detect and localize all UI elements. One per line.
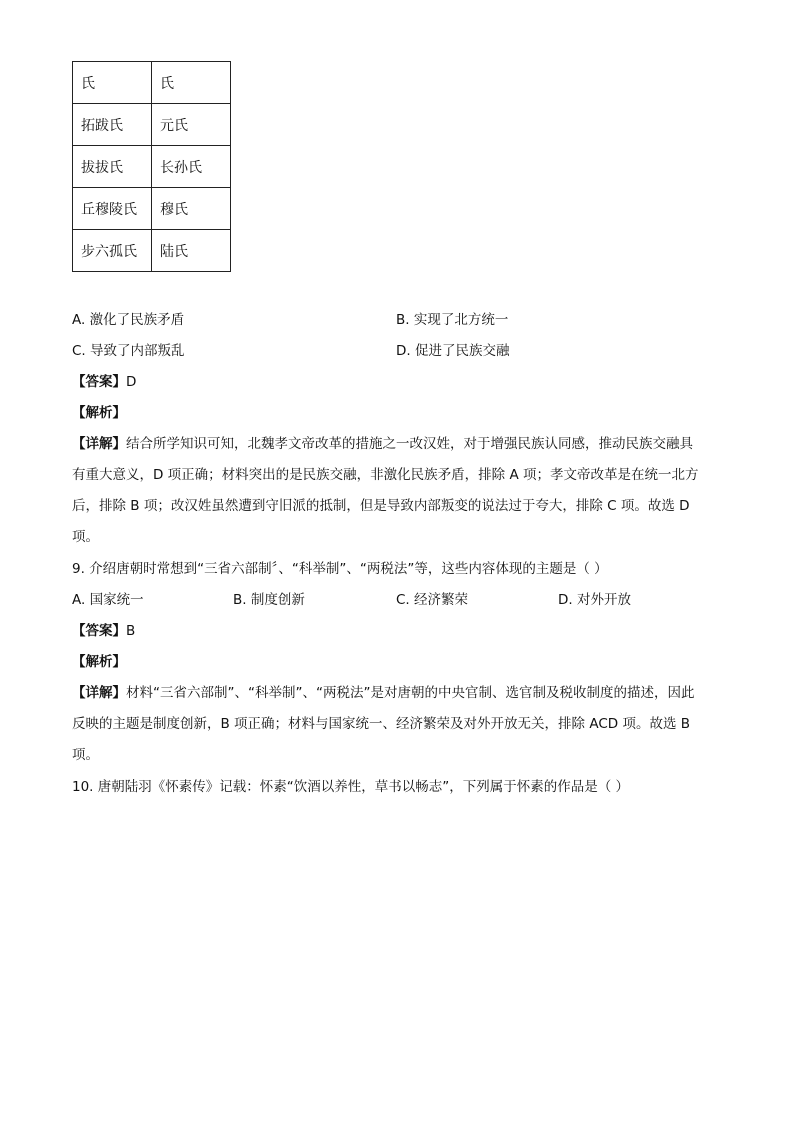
q9-option-c: C. 经济繁荣 — [396, 592, 469, 608]
q8-option-c: C. 导致了内部叛乱 — [72, 343, 185, 359]
table-cell: 氏 — [73, 62, 152, 104]
q9-option-b: B. 制度创新 — [233, 592, 305, 608]
detail-line: 有重大意义，D 项正确；材料突出的是民族交融，非激化民族矛盾，排除 A 项；孝文帝改革是在统一北方 — [72, 467, 699, 483]
q8-option-b: B. 实现了北方统一 — [396, 312, 509, 328]
detail-line: 后，排除 B 项；改汉姓虽然遭到守旧派的抵制，但是导致内部叛变的说法过于夸大，排除 C 项。故选 D — [72, 498, 690, 514]
detail-line: 项。 — [72, 747, 99, 763]
q8-answer — [72, 372, 136, 392]
detail-label: 【详解】 — [72, 436, 126, 452]
detail-line: 反映的主题是制度创新，B 项正确；材料与国家统一、经济繁荣及对外开放无关，排除 ACD 项。故选 B — [72, 716, 691, 732]
detail-line: 项。 — [72, 529, 99, 545]
q9-answer — [72, 621, 135, 641]
table-cell: 拔拔氏 — [73, 146, 152, 188]
q8-option-a: A. 激化了民族矛盾 — [72, 312, 185, 328]
table-row — [73, 62, 231, 104]
answer-label: 【答案】 — [72, 623, 126, 639]
answer-label: 【答案】 — [72, 374, 126, 390]
table-cell: 拓跋氏 — [73, 104, 152, 146]
table-cell: 步六孤氏 — [73, 230, 152, 272]
table-cell: 陆氏 — [152, 230, 231, 272]
detail-line: 【详解】材料“三省六部制”、“科举制”、“两税法”是对唐朝的中央官制、选官制及税收制度的描述，因此 — [72, 685, 695, 701]
answer-value: D — [126, 374, 137, 390]
table-row — [73, 104, 231, 146]
table-row — [73, 146, 231, 188]
table-row — [73, 230, 231, 272]
q9-stem: 9. 介绍唐朝时常想到“三省六部制〞、“科举制”、“两税法”等，这些内容体现的主题是（ ） — [72, 561, 608, 577]
table-cell: 长孙氏 — [152, 146, 231, 188]
table-cell: 穆氏 — [152, 188, 231, 230]
q8-option-d: D. 促进了民族交融 — [396, 343, 510, 359]
answer-value: B — [126, 623, 136, 639]
q8-analysis-label: 【解析】 — [72, 405, 126, 421]
table-cell: 氏 — [152, 62, 231, 104]
detail-label: 【详解】 — [72, 685, 126, 701]
detail-line: 【详解】结合所学知识可知，北魏孝文帝改革的措施之一改汉姓，对于增强民族认同感，推动民族交融具 — [72, 436, 693, 452]
q9-detail — [72, 678, 722, 771]
table-cell: 丘穆陵氏 — [73, 188, 152, 230]
surname-table — [72, 61, 231, 272]
table-row — [73, 188, 231, 230]
q9-analysis-label: 【解析】 — [72, 654, 126, 670]
q9-option-a: A. 国家统一 — [72, 592, 144, 608]
q8-detail — [72, 429, 722, 553]
table-cell: 元氏 — [152, 104, 231, 146]
q9-option-d: D. 对外开放 — [558, 592, 631, 608]
q10-stem: 10. 唐朝陆羽《怀素传》记载：怀素“饮酒以养性，草书以畅志”，下列属于怀素的作品是（ ） — [72, 779, 630, 795]
